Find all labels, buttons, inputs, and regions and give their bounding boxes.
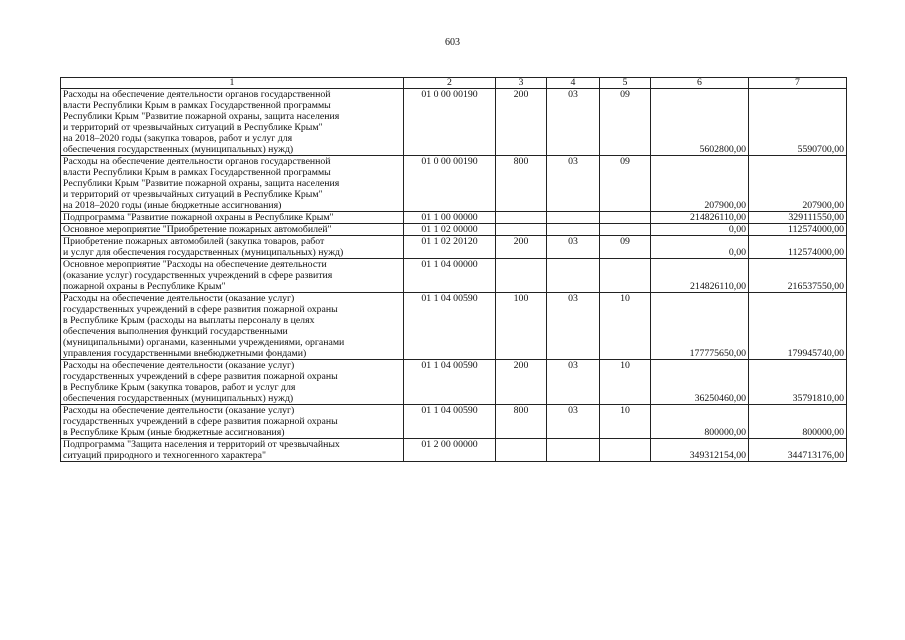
section-code: 03 bbox=[547, 89, 600, 156]
column-number: 5 bbox=[600, 78, 651, 89]
section-code: 03 bbox=[547, 236, 600, 259]
description-line: Подпрограмма "Защита населения и территорий от чрезвычайных bbox=[63, 439, 340, 450]
amount-column-7: 35791810,00 bbox=[749, 360, 847, 405]
expense-type-code: 200 bbox=[496, 236, 547, 259]
target-article-code: 01 2 00 00000 bbox=[404, 439, 496, 462]
section-code: 03 bbox=[547, 360, 600, 405]
description-line: Расходы на обеспечение деятельности органов государственной bbox=[63, 156, 331, 167]
description-line: на 2018–2020 годы (иные бюджетные ассигнования) bbox=[63, 200, 282, 211]
amount-column-6: 800000,00 bbox=[651, 405, 749, 439]
amount-column-6: 349312154,00 bbox=[651, 439, 749, 462]
description-line: государственных учреждений в сфере развития пожарной охраны bbox=[63, 371, 338, 382]
row-description bbox=[61, 236, 404, 259]
section-code: 03 bbox=[547, 156, 600, 212]
expense-type-code: 800 bbox=[496, 156, 547, 212]
amount-column-6: 214826110,00 bbox=[651, 212, 749, 224]
row-description bbox=[61, 156, 404, 212]
expense-type-code bbox=[496, 259, 547, 293]
row-description bbox=[61, 212, 404, 224]
description-line: обеспечения государственных (муниципальных) нужд) bbox=[63, 393, 294, 404]
description-line: Республики Крым "Развитие пожарной охраны, защита населения bbox=[63, 111, 340, 122]
expense-type-code: 100 bbox=[496, 293, 547, 360]
description-line: власти Республики Крым в рамках Государственной программы bbox=[63, 100, 331, 111]
description-line: обеспечения государственных (муниципальных) нужд) bbox=[63, 144, 294, 155]
column-number: 4 bbox=[547, 78, 600, 89]
amount-column-6: 36250460,00 bbox=[651, 360, 749, 405]
expense-type-code bbox=[496, 212, 547, 224]
amount-column-7: 5590700,00 bbox=[749, 89, 847, 156]
row-description bbox=[61, 439, 404, 462]
description-line: государственных учреждений в сфере развития пожарной охраны bbox=[63, 416, 338, 427]
column-number: 1 bbox=[61, 78, 404, 89]
description-line: на 2018–2020 годы (закупка товаров, работ и услуг для bbox=[63, 133, 293, 144]
amount-column-6: 0,00 bbox=[651, 224, 749, 236]
target-article-code: 01 1 04 00590 bbox=[404, 293, 496, 360]
section-code bbox=[547, 439, 600, 462]
expense-type-code: 200 bbox=[496, 360, 547, 405]
subsection-code: 09 bbox=[600, 89, 651, 156]
amount-column-7: 207900,00 bbox=[749, 156, 847, 212]
table-row bbox=[61, 212, 847, 224]
description-line: управления государственными внебюджетными фондами) bbox=[63, 348, 307, 359]
section-code bbox=[547, 224, 600, 236]
description-line: Расходы на обеспечение деятельности (оказание услуг) bbox=[63, 360, 295, 371]
description-line: и услуг для обеспечения государственных (муниципальных) нужд) bbox=[63, 247, 344, 258]
expense-type-code bbox=[496, 439, 547, 462]
subsection-code bbox=[600, 439, 651, 462]
subsection-code: 09 bbox=[600, 156, 651, 212]
description-line: (оказание услуг) государственных учреждений в сфере развития bbox=[63, 270, 333, 281]
amount-column-7: 216537550,00 bbox=[749, 259, 847, 293]
description-line: в Республике Крым (закупка товаров, работ и услуг для bbox=[63, 382, 296, 393]
amount-column-6: 5602800,00 bbox=[651, 89, 749, 156]
table-row bbox=[61, 156, 847, 212]
description-line: власти Республики Крым в рамках Государственной программы bbox=[63, 167, 331, 178]
expense-type-code: 200 bbox=[496, 89, 547, 156]
row-description bbox=[61, 224, 404, 236]
subsection-code: 10 bbox=[600, 405, 651, 439]
description-line: Республики Крым "Развитие пожарной охраны, защита населения bbox=[63, 178, 340, 189]
section-code: 03 bbox=[547, 293, 600, 360]
target-article-code: 01 1 04 00590 bbox=[404, 360, 496, 405]
section-code: 03 bbox=[547, 405, 600, 439]
target-article-code: 01 0 00 00190 bbox=[404, 156, 496, 212]
description-line: в Республике Крым (иные бюджетные ассигнования) bbox=[63, 427, 285, 438]
description-line: Расходы на обеспечение деятельности (оказание услуг) bbox=[63, 405, 295, 416]
subsection-code: 10 bbox=[600, 360, 651, 405]
table-row bbox=[61, 293, 847, 360]
amount-column-7: 344713176,00 bbox=[749, 439, 847, 462]
amount-column-6: 177775650,00 bbox=[651, 293, 749, 360]
description-line: пожарной охраны в Республике Крым" bbox=[63, 281, 226, 292]
expense-type-code: 800 bbox=[496, 405, 547, 439]
row-description bbox=[61, 259, 404, 293]
amount-column-7: 112574000,00 bbox=[749, 236, 847, 259]
subsection-code: 09 bbox=[600, 236, 651, 259]
table-row bbox=[61, 89, 847, 156]
amount-column-7: 329111550,00 bbox=[749, 212, 847, 224]
column-number: 7 bbox=[749, 78, 847, 89]
description-line: в Республике Крым (расходы на выплаты персоналу в целях bbox=[63, 315, 315, 326]
description-line: (муниципальными) органами, казенными учреждениями, органами bbox=[63, 337, 345, 348]
section-code bbox=[547, 212, 600, 224]
subsection-code bbox=[600, 259, 651, 293]
amount-column-7: 179945740,00 bbox=[749, 293, 847, 360]
section-code bbox=[547, 259, 600, 293]
target-article-code: 01 1 04 00000 bbox=[404, 259, 496, 293]
column-number: 2 bbox=[404, 78, 496, 89]
amount-column-6: 214826110,00 bbox=[651, 259, 749, 293]
row-description bbox=[61, 360, 404, 405]
description-line: и территорий от чрезвычайных ситуаций в Республике Крым" bbox=[63, 189, 323, 200]
column-number: 6 bbox=[651, 78, 749, 89]
target-article-code: 01 1 02 00000 bbox=[404, 224, 496, 236]
table-row bbox=[61, 360, 847, 405]
table-row bbox=[61, 236, 847, 259]
table-row bbox=[61, 439, 847, 462]
target-article-code: 01 1 00 00000 bbox=[404, 212, 496, 224]
target-article-code: 01 1 02 20120 bbox=[404, 236, 496, 259]
table-row bbox=[61, 259, 847, 293]
row-description bbox=[61, 293, 404, 360]
description-line: Приобретение пожарных автомобилей (закупка товаров, работ bbox=[63, 236, 325, 247]
subsection-code bbox=[600, 212, 651, 224]
subsection-code: 10 bbox=[600, 293, 651, 360]
budget-table bbox=[60, 77, 847, 462]
description-line: Расходы на обеспечение деятельности (оказание услуг) bbox=[63, 293, 295, 304]
description-line: Расходы на обеспечение деятельности органов государственной bbox=[63, 89, 331, 100]
description-line: и территорий от чрезвычайных ситуаций в Республике Крым" bbox=[63, 122, 323, 133]
row-description bbox=[61, 89, 404, 156]
column-number: 3 bbox=[496, 78, 547, 89]
amount-column-6: 0,00 bbox=[651, 236, 749, 259]
table-body bbox=[61, 78, 847, 462]
row-description bbox=[61, 405, 404, 439]
description-line: Подпрограмма "Развитие пожарной охраны в Республике Крым" bbox=[63, 212, 334, 223]
column-number-row bbox=[61, 78, 847, 89]
amount-column-7: 800000,00 bbox=[749, 405, 847, 439]
table-row bbox=[61, 224, 847, 236]
description-line: государственных учреждений в сфере развития пожарной охраны bbox=[63, 304, 338, 315]
subsection-code bbox=[600, 224, 651, 236]
description-line: Основное мероприятие "Приобретение пожарных автомобилей" bbox=[63, 224, 332, 235]
target-article-code: 01 0 00 00190 bbox=[404, 89, 496, 156]
description-line: Основное мероприятие "Расходы на обеспечение деятельности bbox=[63, 259, 327, 270]
table-row bbox=[61, 405, 847, 439]
target-article-code: 01 1 04 00590 bbox=[404, 405, 496, 439]
expense-type-code bbox=[496, 224, 547, 236]
amount-column-7: 112574000,00 bbox=[749, 224, 847, 236]
amount-column-6: 207900,00 bbox=[651, 156, 749, 212]
description-line: ситуаций природного и техногенного характера" bbox=[63, 450, 267, 461]
description-line: обеспечения выполнения функций государственными bbox=[63, 326, 288, 337]
page-number: 603 bbox=[445, 37, 460, 48]
